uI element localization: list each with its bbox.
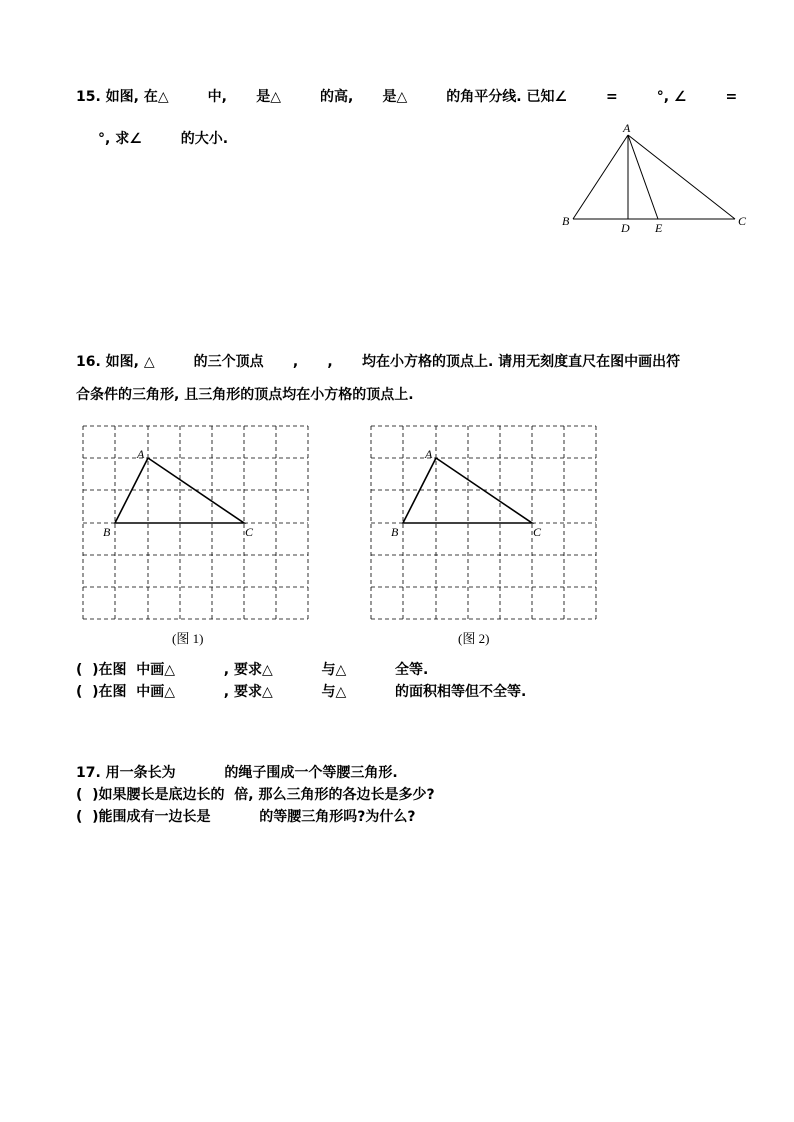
q15-line1: 15. 如图, 在△ 中, 是△ 的高, 是△ 的角平分线. 已知∠ = °, ∠ = — [76, 89, 738, 105]
q16-triangle-abc-1 — [115, 458, 244, 523]
q16-fig2-label-b: B — [391, 525, 399, 539]
q15-triangle-figure — [555, 115, 760, 240]
q15-label-d: D — [621, 221, 630, 235]
q16-fig1-label-a: A — [137, 447, 145, 461]
q16-line1: 16. 如图, △ 的三个顶点 , , 均在小方格的顶点上. 请用无刻度直尺在图中画出符 — [76, 354, 681, 370]
q16-fig1-label-c: C — [245, 525, 254, 539]
q16-fig1-caption: (图 1) — [172, 631, 204, 646]
q15-label-c: C — [738, 214, 747, 228]
q15-side-ab — [573, 135, 628, 219]
q17-part2: ( )能围成有一边长是 的等腰三角形吗?为什么? — [76, 809, 416, 825]
q16-grid-figure-2 — [358, 415, 608, 630]
q16-line2: 合条件的三角形, 且三角形的顶点均在小方格的顶点上. — [76, 387, 414, 403]
q15-label-a: A — [623, 121, 631, 135]
q16-fig1-label-b: B — [103, 525, 111, 539]
q16-fig2-label-a: A — [425, 447, 433, 461]
q16-fig2-caption: (图 2) — [458, 631, 490, 646]
q16-fig2-label-c: C — [533, 525, 542, 539]
q16-triangle-abc-2 — [403, 458, 532, 523]
q15-line2: °, 求∠ 的大小. — [98, 131, 229, 147]
q16-grid-figure-1 — [70, 415, 320, 630]
q15-label-e: E — [655, 221, 663, 235]
q15-label-b: B — [562, 214, 570, 228]
q16-part2: ( )在图 中画△ , 要求△ 与△ 的面积相等但不全等. — [76, 684, 527, 700]
q16-part1: ( )在图 中画△ , 要求△ 与△ 全等. — [76, 662, 429, 678]
q15-bisector-ae — [628, 135, 658, 219]
q17-part1: ( )如果腰长是底边长的 倍, 那么三角形的各边长是多少? — [76, 787, 435, 803]
q17-line1: 17. 用一条长为 的绳子围成一个等腰三角形. — [76, 765, 398, 781]
q15-side-ac — [628, 135, 735, 219]
